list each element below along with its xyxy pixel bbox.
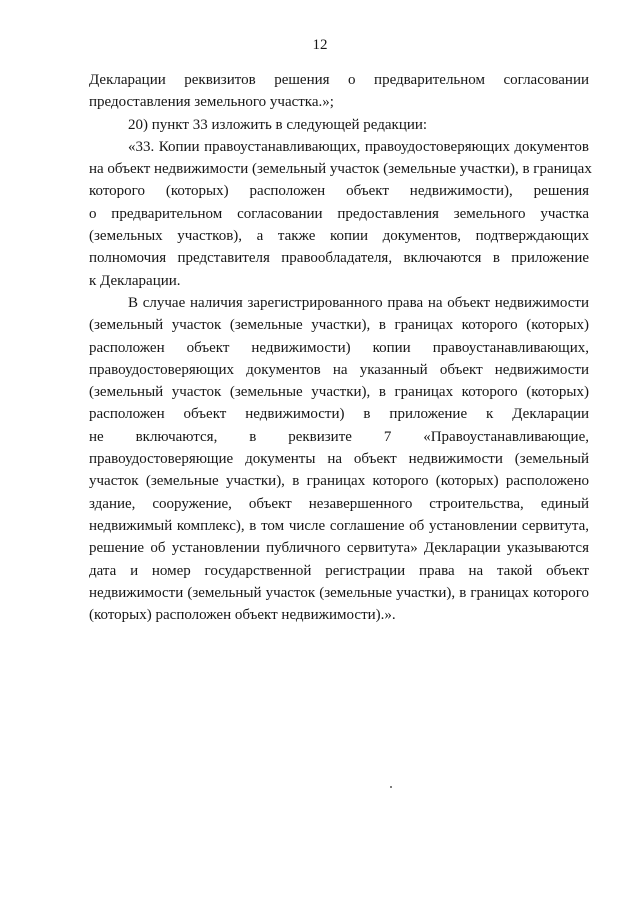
- text-line: 20) пункт 33 изложить в следующей редакции:: [128, 116, 428, 133]
- text-line: здание, сооружение, объект незавершенного строительства, единый: [89, 495, 589, 512]
- text-line: полномочия представителя правообладателя, включаются в приложение: [89, 250, 589, 267]
- text-line: (которых) расположен объект недвижимости).».: [89, 607, 396, 624]
- text-line: (земельный участок (земельные участки), в границах которого (которых): [89, 317, 589, 334]
- text-line: участок (земельные участки), в границах которого (которых) расположено: [89, 473, 589, 490]
- text-line: правоудостоверяющие документы на объект недвижимости (земельный: [89, 451, 589, 468]
- scan-speck: [390, 786, 392, 788]
- text-line: не включаются, в реквизите 7 «Правоустанавливающие,: [89, 428, 589, 445]
- text-line: предоставления земельного участка.»;: [89, 94, 334, 111]
- text-line: к Декларации.: [89, 272, 181, 289]
- text-line: о предварительном согласовании предоставления земельного участка: [89, 205, 589, 222]
- page-number: 12: [312, 37, 328, 53]
- text-line: расположен объект недвижимости) в приложение к Декларации: [89, 406, 589, 423]
- text-line: «33. Копии правоустанавливающих, правоудостоверяющих документов: [128, 138, 589, 155]
- text-line: расположен объект недвижимости) копии правоустанавливающих,: [89, 339, 589, 356]
- text-line: недвижимости (земельный участок (земельные участки), в границах которого: [89, 584, 589, 601]
- text-line: Декларации реквизитов решения о предварительном согласовании: [89, 72, 589, 88]
- text-line: решение об установлении публичного сервитута» Декларации указываются: [89, 540, 589, 557]
- text-line: которого (которых) расположен объект недвижимости), решения: [89, 183, 589, 200]
- text-line: (земельный участок (земельные участки), в границах которого (которых): [89, 384, 589, 401]
- text-line: недвижимый комплекс), в том числе соглашение об установлении сервитута,: [89, 517, 589, 534]
- text-line: (земельных участков), а также копии документов, подтверждающих: [89, 228, 589, 245]
- text-line: дата и номер государственной регистрации права на такой объект: [89, 562, 589, 579]
- document-body: [89, 69, 592, 626]
- text-line: правоудостоверяющих документов на указанный объект недвижимости: [89, 361, 589, 378]
- text-line: В случае наличия зарегистрированного права на объект недвижимости: [128, 294, 589, 311]
- text-line: на объект недвижимости (земельный участок (земельные участки), в границах: [89, 161, 592, 178]
